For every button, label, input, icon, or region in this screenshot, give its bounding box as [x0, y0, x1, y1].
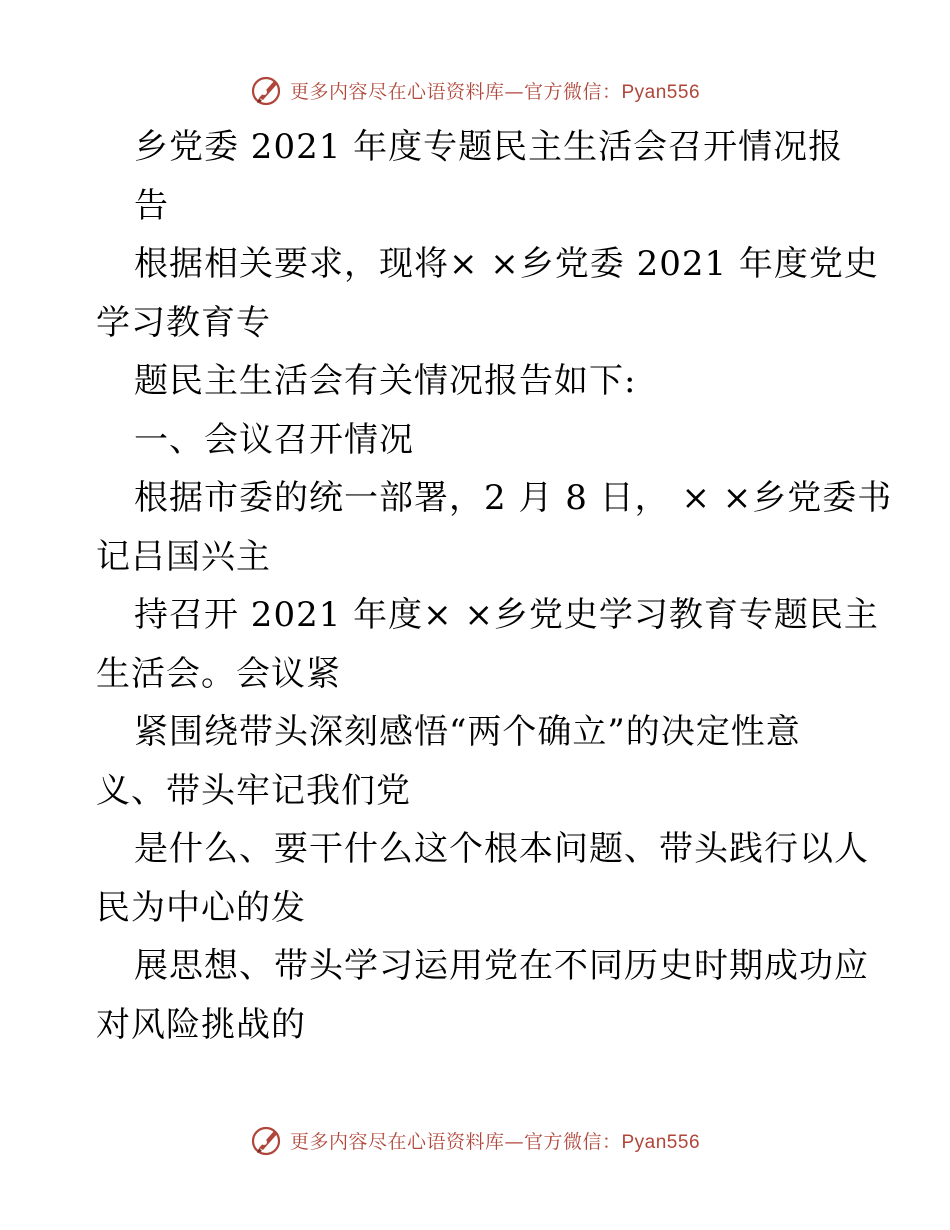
document-body [96, 118, 893, 1054]
pen-logo-icon [250, 1123, 284, 1157]
header-banner-label: 更多内容尽在心语资料库—官方微信： [289, 80, 622, 103]
doc-title-line-2: 告 [134, 185, 169, 226]
header-watermark-banner [0, 70, 950, 110]
doc-paragraph-line: 紧围绕带头深刻感悟“两个确立”的决定性意 [134, 712, 801, 752]
doc-section-heading: 一、会议召开情况 [134, 419, 414, 460]
doc-paragraph-line: 记吕国兴主 [96, 536, 271, 577]
doc-paragraph-line: 对风险挑战的 [96, 1004, 306, 1045]
doc-paragraph-line: 义、带头牢记我们党 [96, 770, 411, 811]
footer-banner-label: 更多内容尽在心语资料库—官方微信： [289, 1130, 622, 1153]
doc-paragraph-line: 民为中心的发 [96, 887, 306, 928]
doc-paragraph-line: 生活会。会议紧 [96, 653, 341, 694]
footer-banner-text [290, 1127, 700, 1154]
doc-paragraph-line: 根据市委的统一部署，2 月 8 日， × ×乡党委书 [134, 478, 893, 518]
pen-logo-icon [250, 73, 284, 107]
doc-paragraph-line: 根据相关要求，现将× ×乡党委 2021 年度党史 [134, 244, 879, 284]
doc-paragraph-line: 持召开 2021 年度× ×乡党史学习教育专题民主 [134, 595, 879, 635]
footer-watermark-banner [0, 1120, 950, 1160]
header-wechat-id: Pyan556 [621, 81, 701, 103]
header-banner-text [290, 77, 700, 104]
doc-paragraph-line: 题民主生活会有关情况报告如下: [134, 361, 637, 401]
doc-paragraph-line: 展思想、带头学习运用党在不同历史时期成功应 [134, 946, 869, 986]
doc-title-line-1: 乡党委 2021 年度专题民主生活会召开情况报 [134, 127, 844, 167]
doc-paragraph-line: 学习教育专 [96, 302, 271, 343]
footer-wechat-id: Pyan556 [621, 1131, 701, 1153]
doc-paragraph-line: 是什么、要干什么这个根本问题、带头践行以人 [134, 829, 869, 869]
